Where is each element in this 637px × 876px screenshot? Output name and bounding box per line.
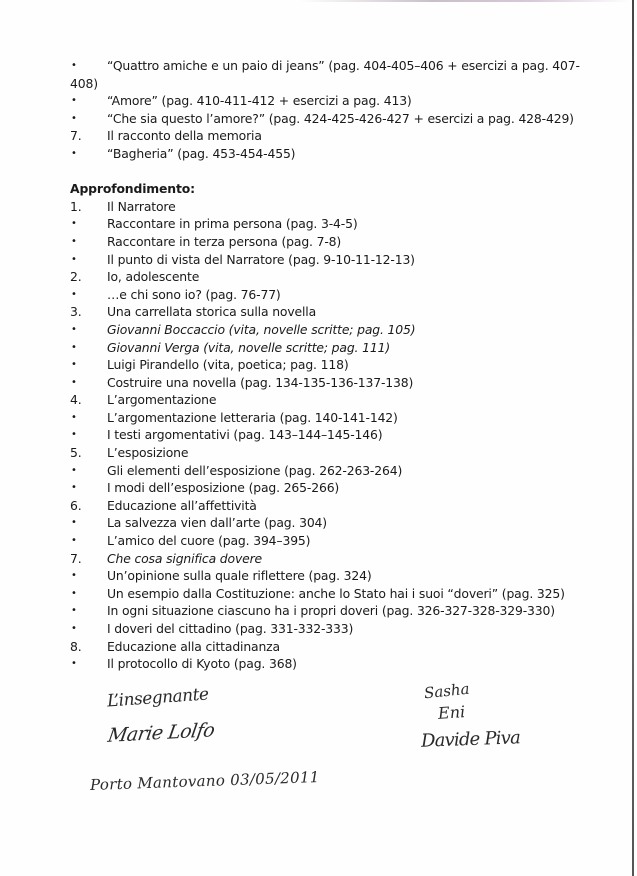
bullet-icon: • <box>71 517 77 529</box>
bullet-icon: • <box>71 253 77 265</box>
list-item <box>70 286 570 304</box>
bullet-icon: • <box>71 587 77 599</box>
item-number: 6. <box>70 497 82 513</box>
bullet-icon: • <box>71 147 77 159</box>
list-item <box>70 339 570 357</box>
student-signature: Sasha <box>423 679 471 703</box>
list-item-text: In ogni situazione ciascuno ha i propri doveri (pag. 326-327-328-329-330) <box>107 603 555 619</box>
numbered-item <box>70 127 570 145</box>
list-item-text: Un esempio dalla Costituzione: anche lo Stato hai i suoi “doveri” (pag. 325) <box>107 585 565 601</box>
item-title: Io, adolescente <box>107 269 200 285</box>
place-and-date: Porto Mantovano 03/05/2011 <box>89 767 320 795</box>
list-item <box>70 57 580 75</box>
list-item <box>70 567 570 585</box>
scan-edge-line <box>632 0 634 876</box>
section-heading-text: Approfondimento: <box>70 181 195 197</box>
list-item-text: 408) <box>70 75 98 91</box>
list-item-text: Costruire una novella (pag. 134-135-136-137-138) <box>107 374 414 390</box>
list-item <box>70 374 570 392</box>
item-number: 8. <box>70 638 82 654</box>
item-title: Il Narratore <box>107 198 176 214</box>
list-item <box>70 145 570 163</box>
item-title: Il racconto della memoria <box>107 128 262 144</box>
list-item-text: Gli elementi dell’esposizione (pag. 262-263-264) <box>107 462 403 478</box>
bullet-icon: • <box>71 218 77 230</box>
list-item <box>70 426 570 444</box>
bullet-icon: • <box>71 60 77 71</box>
student-signature: Eni <box>437 702 466 723</box>
numbered-item <box>70 303 570 321</box>
bullet-icon: • <box>71 605 77 617</box>
list-item <box>70 655 570 673</box>
list-item-text: Un’opinione sulla quale riflettere (pag. 324) <box>107 568 372 584</box>
bullet-icon: • <box>71 112 77 124</box>
item-number: 3. <box>70 304 82 320</box>
list-item <box>70 215 570 233</box>
bullet-icon: • <box>71 323 77 335</box>
teacher-signature-title: L’insegnante <box>106 684 210 712</box>
list-item <box>70 356 570 374</box>
bullet-icon: • <box>71 570 77 582</box>
list-item-text: Raccontare in terza persona (pag. 7-8) <box>107 233 342 249</box>
list-item-text: …e chi sono io? (pag. 76-77) <box>107 286 281 302</box>
list-item-text: Giovanni Verga (vita, novelle scritte; pag. 111) <box>107 339 391 355</box>
list-item <box>70 110 574 128</box>
item-title: Una carrellata storica sulla novella <box>107 304 317 320</box>
list-item-text: La salvezza vien dall’arte (pag. 304) <box>107 515 327 531</box>
item-title: L’esposizione <box>107 445 189 461</box>
numbered-item <box>70 550 570 568</box>
list-item-text: I modi dell’esposizione (pag. 265-266) <box>107 480 340 496</box>
list-item-text: Luigi Pirandello (vita, poetica; pag. 118) <box>107 357 349 373</box>
bullet-icon: • <box>71 464 77 476</box>
student-signature: Davide Piva <box>420 727 521 752</box>
bullet-icon: • <box>71 429 77 441</box>
teacher-signature: Marie Lolfo <box>106 719 217 747</box>
list-item-text: Il protocollo di Kyoto (pag. 368) <box>107 656 297 672</box>
bullet-icon: • <box>71 341 77 353</box>
list-item-text: I testi argomentativi (pag. 143–144–145-146) <box>107 427 383 443</box>
list-item <box>70 321 570 339</box>
numbered-item <box>70 268 570 286</box>
list-item <box>70 92 570 110</box>
numbered-item <box>70 198 570 216</box>
bullet-icon: • <box>71 235 77 247</box>
bullet-icon: • <box>71 623 77 634</box>
list-item-text: “Quattro amiche e un paio di jeans” (pag. 404-405–406 + esercizi a pag. 407- <box>107 58 580 73</box>
bullet-icon: • <box>71 411 77 423</box>
item-number: 7. <box>70 128 82 144</box>
list-item <box>70 585 570 603</box>
list-item <box>70 602 570 620</box>
list-item-text: Raccontare in prima persona (pag. 3-4-5) <box>107 216 358 232</box>
list-item <box>70 620 570 638</box>
list-item-text: L’amico del cuore (pag. 394–395) <box>107 533 311 549</box>
item-title: L’argomentazione <box>107 392 217 408</box>
list-item-continuation <box>70 75 570 93</box>
list-item-text: Giovanni Boccaccio (vita, novelle scritte; pag. 105) <box>107 321 416 337</box>
bullet-icon: • <box>71 95 77 107</box>
list-item-text: “Bagheria” (pag. 453-454-455) <box>107 145 296 161</box>
list-item <box>70 409 570 427</box>
scan-edge-line <box>300 0 630 2</box>
list-item-text: Il punto di vista del Narratore (pag. 9-10-11-12-13) <box>107 251 415 267</box>
item-title: Educazione all’affettività <box>107 497 257 513</box>
list-item <box>70 514 570 532</box>
list-item <box>70 532 570 550</box>
list-item-text: “Che sia questo l’amore?” (pag. 424-425-426-427 + esercizi a pag. 428-429) <box>107 110 574 126</box>
numbered-item <box>70 391 570 409</box>
numbered-item <box>70 444 570 462</box>
item-title: Che cosa significa dovere <box>107 550 263 566</box>
numbered-item <box>70 638 570 656</box>
item-title: Educazione alla cittadinanza <box>107 638 280 654</box>
list-item-text: L’argomentazione letteraria (pag. 140-141-142) <box>107 409 398 425</box>
bullet-icon: • <box>71 288 77 300</box>
document-body <box>70 57 580 673</box>
item-number: 4. <box>70 392 82 408</box>
spacer <box>70 163 570 181</box>
item-number: 7. <box>70 550 82 566</box>
section-heading <box>70 180 570 198</box>
item-number: 2. <box>70 269 82 285</box>
list-item <box>70 233 570 251</box>
item-number: 1. <box>70 198 82 214</box>
list-item <box>70 251 570 269</box>
bullet-icon: • <box>71 482 77 494</box>
bullet-icon: • <box>71 658 77 670</box>
bullet-icon: • <box>71 376 77 388</box>
list-item-text: “Amore” (pag. 410-411-412 + esercizi a pag. 413) <box>107 93 412 109</box>
list-item <box>70 462 570 480</box>
list-item <box>70 479 570 497</box>
item-number: 5. <box>70 445 82 461</box>
numbered-item <box>70 497 570 515</box>
list-item-text: I doveri del cittadino (pag. 331-332-333) <box>107 621 354 636</box>
bullet-icon: • <box>71 359 77 371</box>
bullet-icon: • <box>71 535 77 547</box>
